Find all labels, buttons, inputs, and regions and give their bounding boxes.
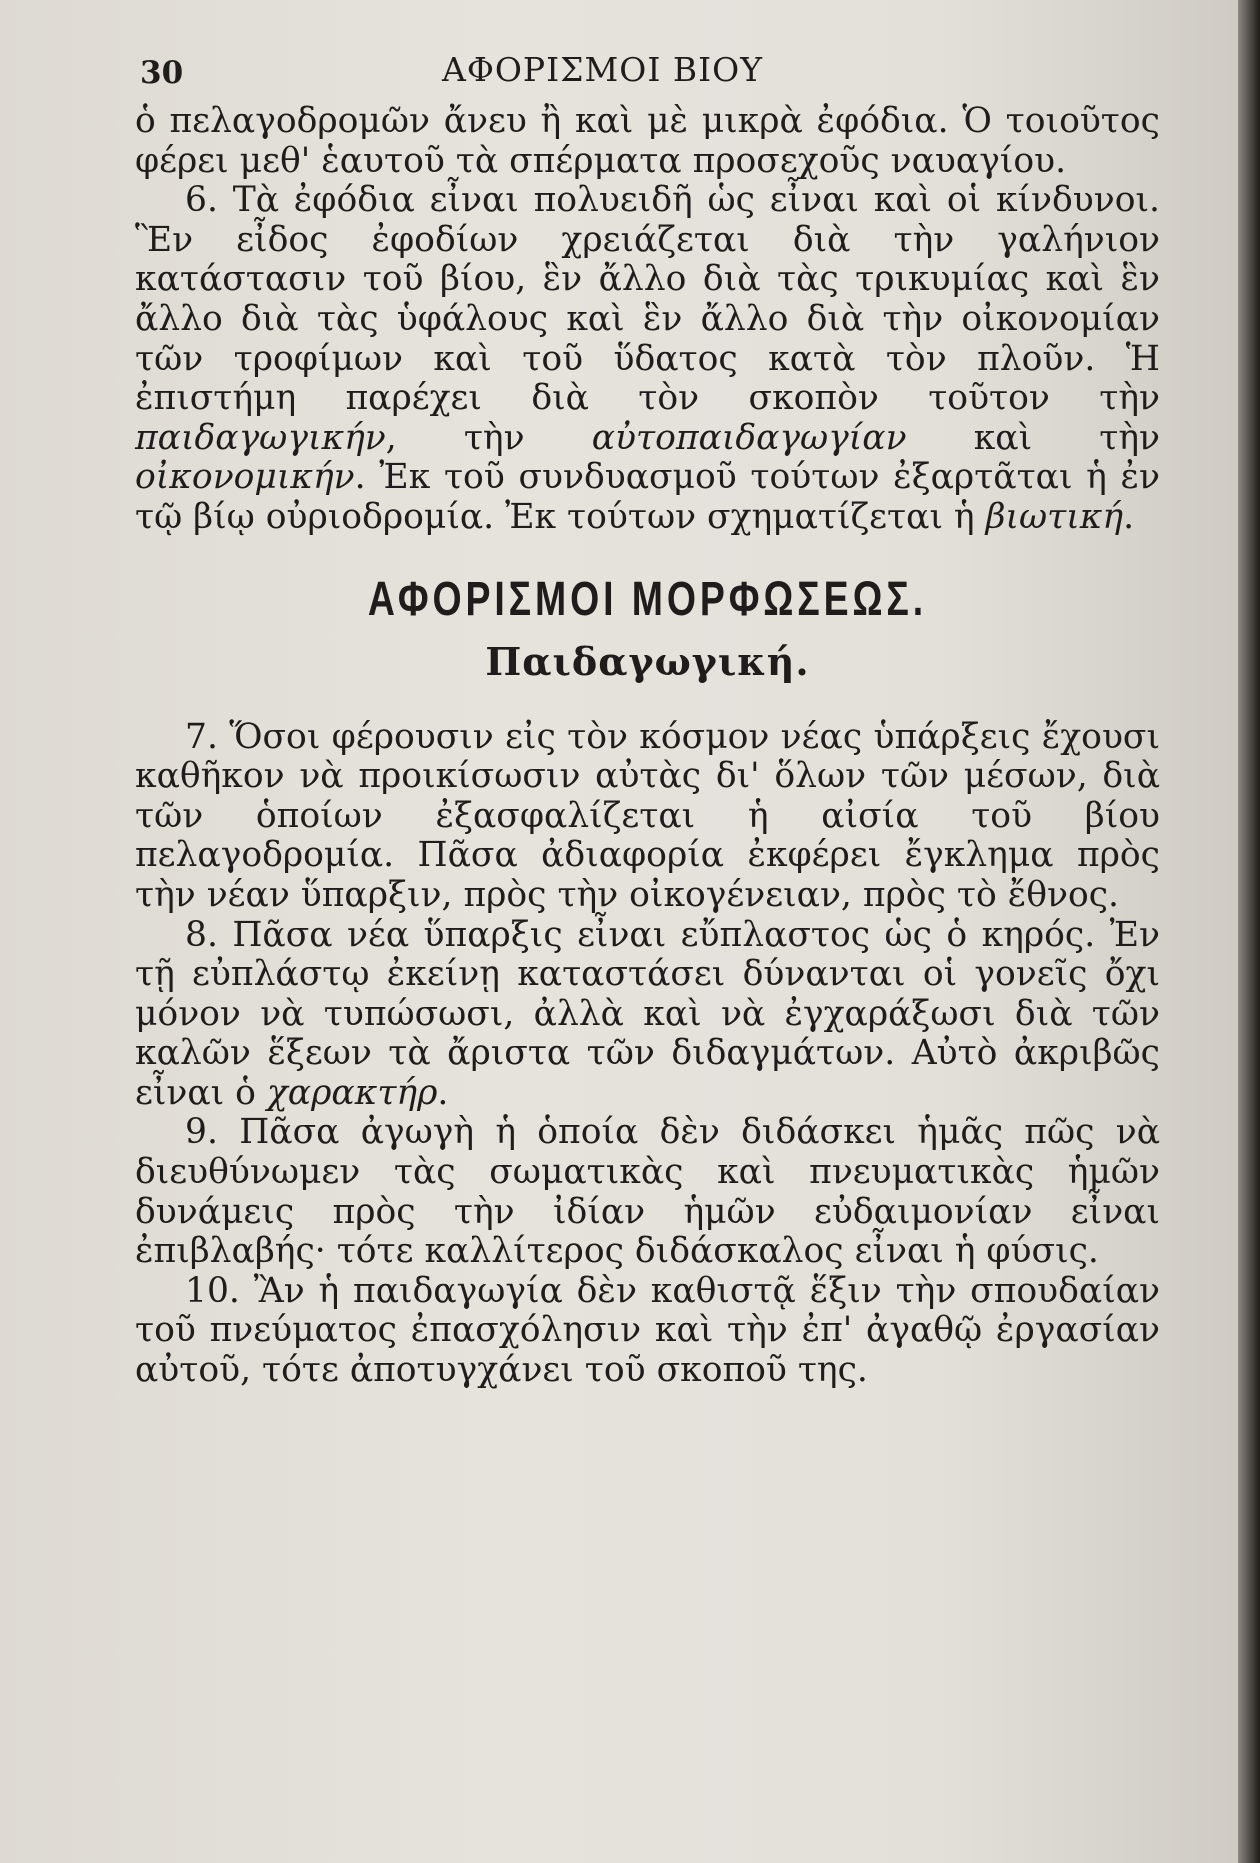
paragraph-6-text-start: 6. Τὰ ἐφόδια εἶναι πολυειδῆ ὡς εἶναι καὶ οἱ κίνδυνοι. Ἓν εἶδος ἐφοδίων χρειάζεται διὰ τὴν γαλήνιον κατάστασιν τοῦ βίου, ἓν ἄλλο διὰ τὰς τρικυμίας καὶ ἓν ἄλλο διὰ τὰς ὑφάλους καὶ ἓν ἄλλο διὰ τὴν οἰκονομίαν τῶν τροφίμων καὶ τοῦ ὕδατος κατὰ τὸν πλοῦν. Ἡ ἐπιστήμη παρέχει διὰ τὸν σκοπὸν τοῦτον τὴν xyxy=(135,180,1160,419)
section-title: ΑΦΟΡΙΣΜΟΙ ΜΟΡΦΩΣΕΩΣ. xyxy=(367,572,928,626)
term-oikonomiki: οἰκονομικήν xyxy=(135,457,355,498)
page-number: 30 xyxy=(140,55,184,91)
term-charaktir: χαρακτήρ xyxy=(266,1072,438,1113)
paragraph-6-text-middle: . Ἐκ τοῦ συνδυασμοῦ τούτων ἐξαρτᾶται ἡ ἐν τῷ βίῳ οὐριοδρομία. Ἐκ τούτων σχηματίζεται ἡ xyxy=(135,457,1160,537)
paragraph-6-separator-2: καὶ τὴν xyxy=(906,417,1160,458)
term-paidagogiki: παιδαγωγικήν xyxy=(135,417,386,458)
running-head: ΑΦΟΡΙΣΜΟΙ ΒΙΟΥ xyxy=(441,50,763,89)
paragraph-intro: ὁ πελαγοδρομῶν ἄνευ ἢ καὶ μὲ μικρὰ ἐφόδια. Ὁ τοιοῦτος φέρει μεθ' ἑαυτοῦ τὰ σπέρματα προσεχοῦς ναυαγίου. xyxy=(135,101,1160,181)
paragraph-6-separator-1: , τὴν xyxy=(385,417,592,458)
page-header xyxy=(135,36,1160,91)
paragraph-8-text-end: . xyxy=(437,1072,449,1113)
paragraph-9: 9. Πᾶσα ἀγωγὴ ἡ ὁποία δὲν διδάσκει ἡμᾶς πῶς νὰ διευθύνωμεν τὰς σωματικὰς καὶ πνευματικὰς ἡμῶν δυνάμεις πρὸς τὴν ἰδίαν ἡμῶν εὐδαιμονίαν εἶναι ἐπιβλαβής· τότε καλλίτερος διδάσκαλος εἶναι ἡ φύσις. xyxy=(135,1112,1160,1272)
paragraph-8 xyxy=(135,916,1160,1114)
paragraph-6 xyxy=(135,181,1160,537)
paragraph-6-text-end: . xyxy=(1123,496,1135,537)
paragraph-8-text-start: 8. Πᾶσα νέα ὕπαρξις εἶναι εὔπλαστος ὡς ὁ κηρός. Ἐν τῇ εὐπλάστῳ ἐκείνῃ καταστάσει δύνανται οἱ γονεῖς ὄχι μόνον νὰ τυπώσωσι, ἀλλὰ καὶ νὰ ἐγχαράξωσι διὰ τῶν καλῶν ἕξεων τὰ ἄριστα τῶν διδαγμάτων. Αὐτὸ ἀκριβῶς εἶναι ὁ xyxy=(135,914,1160,1113)
paragraph-10: 10. Ἂν ἡ παιδαγωγία δὲν καθιστᾷ ἕξιν τὴν σπουδαίαν τοῦ πνεύματος ἐπασχόλησιν καὶ τὴν ἐπ' ἀγαθῷ ἐργασίαν αὐτοῦ, τότε ἀποτυγχάνει τοῦ σκοποῦ της. xyxy=(135,1270,1160,1391)
paragraph-7: 7. Ὅσοι φέρουσιν εἰς τὸν κόσμον νέας ὑπάρξεις ἔχουσι καθῆκον νὰ προικίσωσιν αὐτὰς δι' ὅλων τῶν μέσων, διὰ τῶν ὁποίων ἐξασφαλίζεται ἡ αἰσία τοῦ βίου πελαγοδρομία. Πᾶσα ἀδιαφορία ἐκφέρει ἔγκλημα πρὸς τὴν νέαν ὕπαρξιν, πρὸς τὴν οἰκογένειαν, πρὸς τὸ ἔθνος. xyxy=(135,716,1160,915)
term-autopaidagogia: αὐτοπαιδαγωγίαν xyxy=(591,417,907,458)
page-text-block xyxy=(135,36,1160,1391)
term-biotiki: βιωτική xyxy=(985,496,1124,537)
subsection-title: Παιδαγωγική. xyxy=(485,638,810,684)
book-gutter-shadow xyxy=(1238,0,1260,1863)
